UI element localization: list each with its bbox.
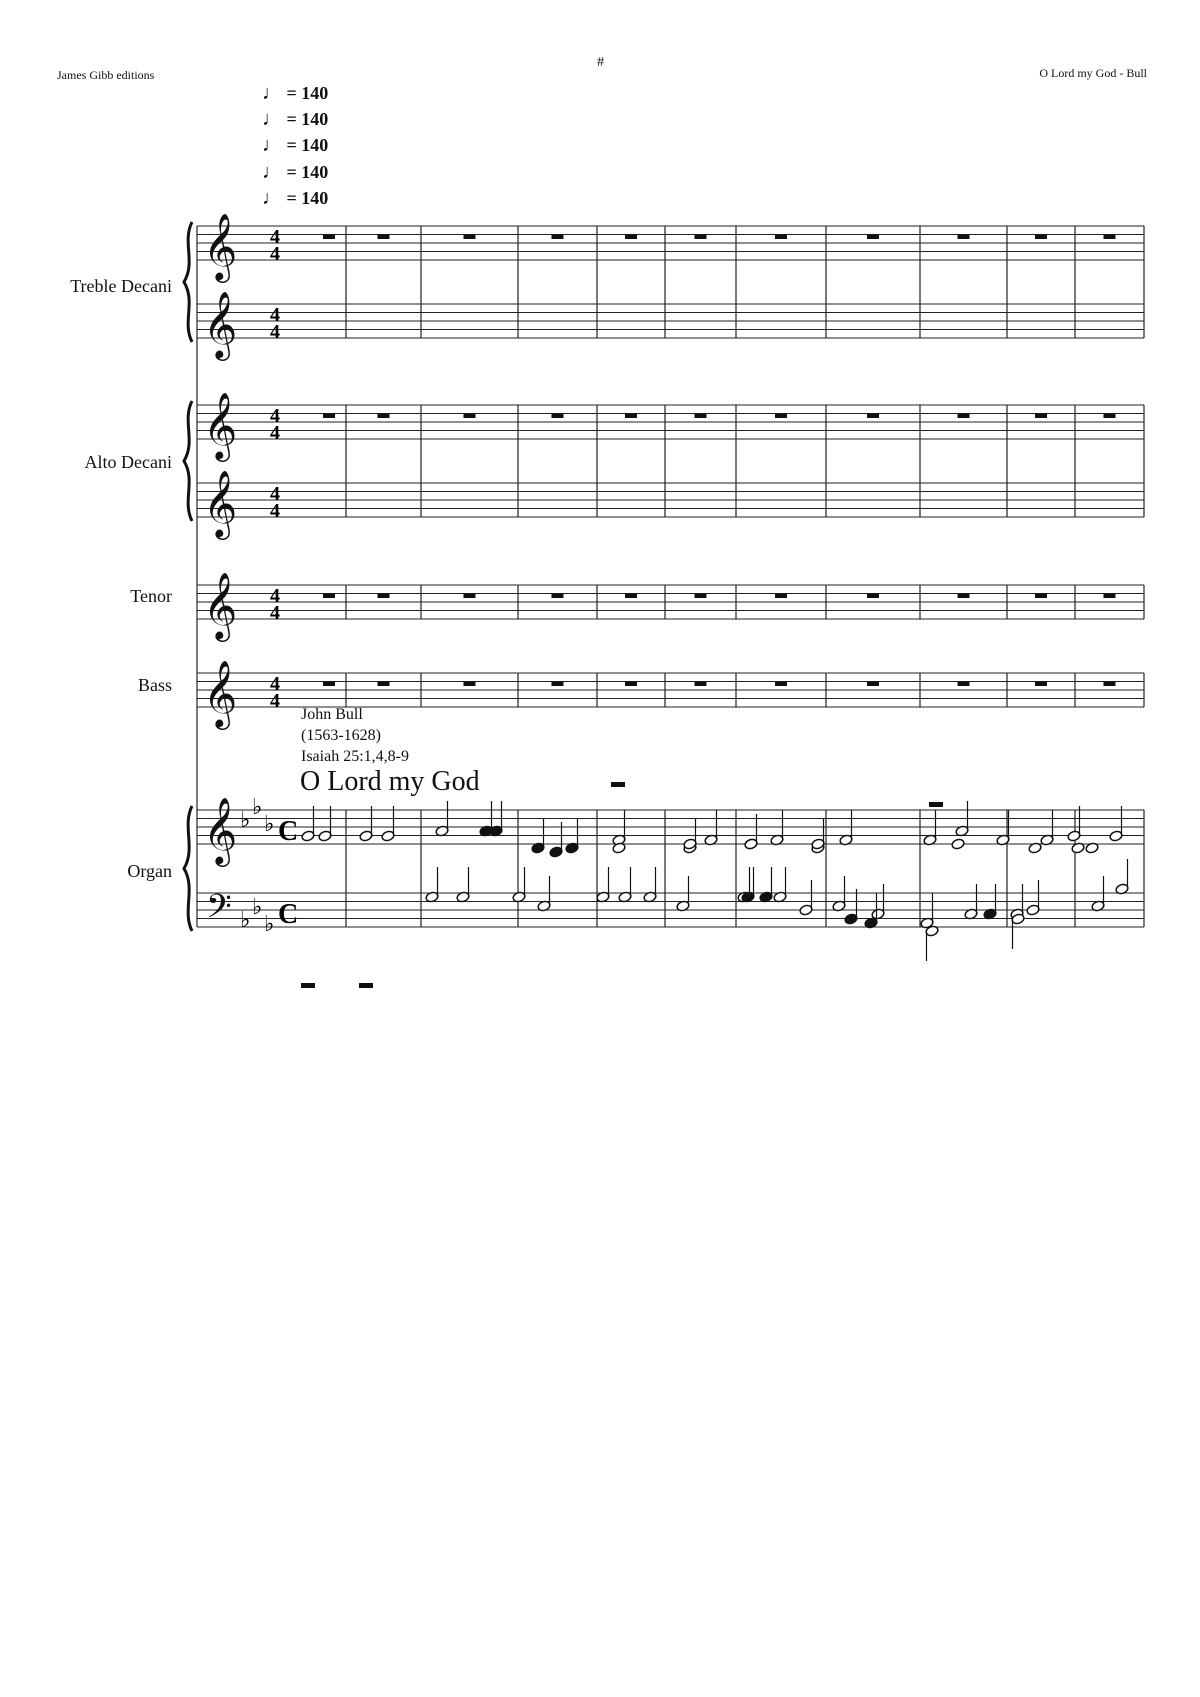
piece-title: O Lord my God	[300, 766, 480, 797]
flat-sign: ♭	[240, 808, 251, 833]
whole-rest	[625, 235, 637, 240]
common-time: C	[278, 816, 299, 847]
flat-sign: ♭	[240, 908, 251, 933]
whole-rest	[301, 983, 315, 988]
whole-rest	[775, 235, 787, 240]
time-signature: 4	[270, 602, 280, 624]
time-signature: 4	[270, 690, 280, 712]
time-signature: 4	[270, 304, 280, 326]
whole-rest	[775, 414, 787, 419]
whole-rests	[301, 235, 1116, 989]
barlines	[197, 226, 1144, 927]
whole-rest	[464, 594, 476, 599]
running-title: O Lord my God - Bull	[1039, 66, 1147, 80]
time-signature: 4	[270, 673, 280, 695]
whole-rest	[625, 594, 637, 599]
whole-rest	[378, 594, 390, 599]
whole-rest	[775, 682, 787, 687]
page-number-mark: #	[597, 55, 604, 70]
time-signature: 4	[270, 422, 280, 444]
whole-rest	[552, 414, 564, 419]
whole-rest	[1104, 594, 1116, 599]
time-signature: 4	[270, 585, 280, 607]
brace-organ	[184, 806, 192, 931]
bass-clef: 𝄢	[206, 888, 232, 934]
text-source: Isaiah 25:1,4,8-9	[301, 748, 409, 765]
whole-rest	[929, 802, 943, 807]
treble-clef: 𝄞	[203, 290, 238, 358]
whole-rest	[695, 235, 707, 240]
organ-notes	[301, 801, 1129, 961]
instrument-label-alto: Alto Decani	[84, 452, 172, 472]
treble-clef: 𝄞	[203, 659, 238, 727]
whole-rest	[323, 682, 335, 687]
instrument-label-treble: Treble Decani	[70, 276, 172, 296]
whole-rest	[625, 682, 637, 687]
tempo-mark: ♩ = 140	[262, 82, 329, 104]
whole-rest	[867, 235, 879, 240]
whole-rest	[464, 414, 476, 419]
whole-rest	[695, 414, 707, 419]
common-time: C	[278, 899, 299, 930]
composer-name: John Bull	[301, 706, 363, 723]
whole-rest	[1035, 682, 1047, 687]
staff-braces	[184, 222, 192, 931]
tempo-mark: ♩ = 140	[262, 161, 329, 183]
whole-rest	[1104, 682, 1116, 687]
whole-rest	[1104, 414, 1116, 419]
treble-clef: 𝄞	[203, 391, 238, 459]
staff-lines	[197, 226, 1144, 927]
whole-rest	[552, 235, 564, 240]
flat-sign: ♭	[252, 795, 263, 820]
flat-sign: ♭	[252, 895, 263, 920]
whole-rest	[1035, 414, 1047, 419]
time-signature: 4	[270, 243, 280, 265]
whole-rest	[1035, 594, 1047, 599]
brace-treble	[184, 222, 192, 342]
whole-rest	[464, 682, 476, 687]
composer-dates: (1563-1628)	[301, 727, 381, 744]
time-signature: 4	[270, 405, 280, 427]
whole-rest	[958, 594, 970, 599]
publisher-header: James Gibb editions	[57, 68, 155, 82]
whole-rest	[867, 594, 879, 599]
treble-clef: 𝄞	[203, 796, 238, 864]
whole-rest	[867, 682, 879, 687]
whole-rest	[323, 594, 335, 599]
brace-alto	[184, 401, 192, 521]
whole-rest	[552, 594, 564, 599]
instrument-label-organ: Organ	[127, 861, 172, 881]
whole-rest	[775, 594, 787, 599]
instrument-label-bass: Bass	[137, 675, 172, 695]
tempo-mark: ♩ = 140	[262, 134, 329, 156]
tempo-mark: ♩ = 140	[262, 108, 329, 130]
whole-rest	[625, 414, 637, 419]
whole-rest	[695, 594, 707, 599]
whole-rest	[958, 414, 970, 419]
whole-rest	[464, 235, 476, 240]
treble-clef: 𝄞	[203, 212, 238, 280]
whole-rest	[378, 682, 390, 687]
tempo-mark: ♩ = 140	[262, 187, 329, 209]
instrument-label-tenor: Tenor	[130, 586, 172, 606]
whole-rest	[552, 682, 564, 687]
whole-rest	[867, 414, 879, 419]
note-head	[951, 838, 965, 850]
whole-rest	[958, 682, 970, 687]
time-signature: 4	[270, 226, 280, 248]
time-signature: 4	[270, 483, 280, 505]
time-signature: 4	[270, 321, 280, 343]
whole-rest	[958, 235, 970, 240]
flat-sign: ♭	[264, 912, 275, 937]
whole-rest	[323, 235, 335, 240]
whole-rest	[378, 235, 390, 240]
whole-rest	[378, 414, 390, 419]
whole-rest	[695, 682, 707, 687]
time-signature: 4	[270, 500, 280, 522]
whole-rest	[611, 782, 625, 787]
whole-rest	[1035, 235, 1047, 240]
treble-clef: 𝄞	[203, 469, 238, 537]
treble-clef: 𝄞	[203, 571, 238, 639]
whole-rest	[359, 983, 373, 988]
flat-sign: ♭	[264, 812, 275, 837]
whole-rest	[323, 414, 335, 419]
whole-rest	[1104, 235, 1116, 240]
